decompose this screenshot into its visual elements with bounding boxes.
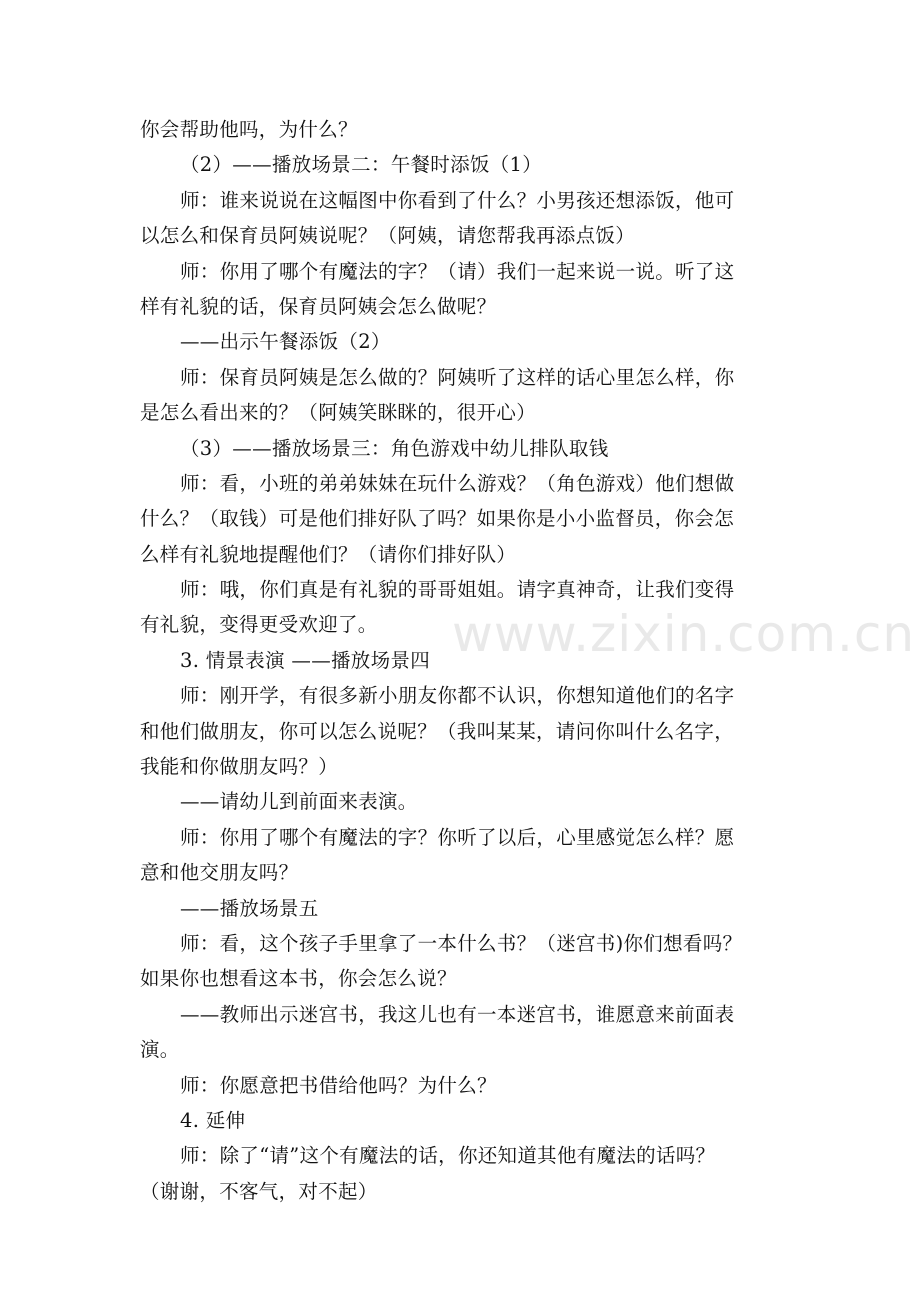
document-body — [140, 112, 790, 1209]
paragraph-line: 师：保育员阿姨是怎么做的？阿姨听了这样的话心里怎么样，你 — [180, 365, 735, 389]
paragraph-line: 师：刚开学，有很多新小朋友你都不认识，你想知道他们的名字 — [180, 684, 735, 708]
paragraph-line: 你会帮助他吗，为什么？ — [140, 118, 358, 141]
watermark: www.zixin.com.cn — [452, 605, 916, 663]
section-heading: 3. 情景表演 ——播放场景四 — [180, 648, 431, 672]
section-heading: 4. 延伸 — [180, 1108, 246, 1132]
paragraph-line: 我能和你做朋友吗？） — [140, 755, 339, 779]
paragraph-line: 么样有礼貌地提醒他们？（请你们排好队） — [140, 542, 517, 566]
paragraph-line: 师：你用了哪个有魔法的字？（请）我们一起来说一说。听了这 — [180, 259, 735, 283]
paragraph-line: 师：哦，你们真是有礼貌的哥哥姐姐。请字真神奇，让我们变得 — [180, 578, 735, 602]
paragraph-line: 师：除了“请”这个有魔法的话，你还知道其他有魔法的话吗？ — [180, 1144, 716, 1168]
paragraph-line: ——教师出示迷宫书，我这儿也有一本迷宫书，谁愿意来前面表 — [180, 1002, 735, 1026]
paragraph-line: 以怎么和保育员阿姨说呢？（阿姨，请您帮我再添点饭） — [140, 224, 636, 248]
paragraph-line: 是怎么看出来的？（阿姨笑眯眯的，很开心） — [140, 401, 537, 425]
paragraph-line: ——播放场景五 — [180, 896, 319, 920]
paragraph-line: 如果你也想看这本书，你会怎么说？ — [140, 967, 457, 991]
paragraph-line: 师：谁来说说在这幅图中你看到了什么？小男孩还想添饭，他可 — [180, 188, 735, 212]
paragraph-line: 样有礼貌的话，保育员阿姨会怎么做呢？ — [140, 294, 497, 318]
paragraph-line: 师：看，这个孩子手里拿了一本什么书？（迷宫书)你们想看吗？ — [180, 931, 743, 955]
paragraph-line: 演。 — [140, 1038, 180, 1062]
paragraph-line: ——出示午餐添饭（2） — [180, 330, 391, 354]
paragraph-line: 师：你愿意把书借给他吗？为什么？ — [180, 1073, 497, 1097]
paragraph-line: （谢谢，不客气，对不起） — [140, 1179, 378, 1203]
paragraph-line: 什么？（取钱）可是他们排好队了吗？如果你是小小监督员，你会怎 — [140, 507, 735, 531]
paragraph-line: 师：你用了哪个有魔法的字？你听了以后，心里感觉怎么样？愿 — [180, 825, 735, 849]
section-heading: （2）——播放场景二：午餐时添饭（1） — [180, 153, 543, 177]
paragraph-line: 有礼貌，变得更受欢迎了。 — [140, 613, 378, 637]
paragraph-line: 意和他交朋友吗？ — [140, 861, 299, 885]
paragraph-line: ——请幼儿到前面来表演。 — [180, 790, 418, 814]
paragraph-line: 师：看，小班的弟弟妹妹在玩什么游戏？（角色游戏）他们想做 — [180, 471, 735, 495]
paragraph-line: 和他们做朋友，你可以怎么说呢？（我叫某某，请问你叫什么名字， — [140, 719, 735, 743]
section-heading: （3）——播放场景三：角色游戏中幼儿排队取钱 — [180, 436, 609, 460]
